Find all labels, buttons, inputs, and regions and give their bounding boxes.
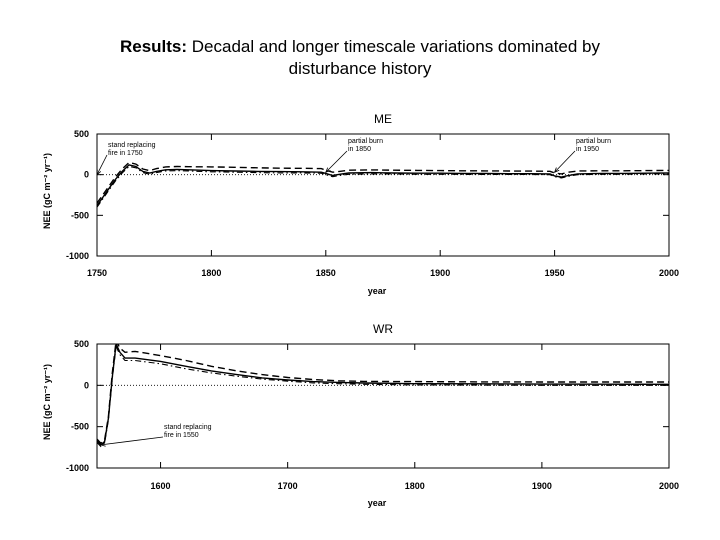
annotation-arrow bbox=[326, 151, 347, 172]
x-tick-label: 1900 bbox=[430, 268, 451, 278]
x-tick-label: 1800 bbox=[404, 481, 425, 491]
y-tick-label: -1000 bbox=[65, 251, 89, 261]
chart-panel-me bbox=[42, 112, 679, 296]
x-tick-label: 2000 bbox=[658, 268, 680, 278]
x-tick-label: 1600 bbox=[150, 481, 171, 491]
annotation-text: partial burn bbox=[348, 138, 384, 145]
annotation-arrow bbox=[101, 437, 163, 445]
x-tick-label: 2000 bbox=[658, 481, 680, 491]
x-tick-label: 1950 bbox=[544, 268, 565, 278]
annotation-arrow bbox=[555, 151, 575, 172]
annotation-arrow bbox=[97, 155, 107, 175]
slide-title-line2: disturbance history bbox=[288, 59, 432, 78]
y-tick-label: 500 bbox=[73, 339, 89, 349]
x-tick-label: 1900 bbox=[531, 481, 552, 491]
annotation-text: partial burn bbox=[576, 138, 612, 145]
plot-frame bbox=[97, 344, 669, 468]
chart-title: WR bbox=[373, 322, 393, 336]
y-tick-label: -500 bbox=[70, 421, 89, 432]
annotation-text: fire in 1750 bbox=[108, 150, 143, 157]
y-tick-label: -500 bbox=[70, 210, 89, 221]
y-tick-label: -1000 bbox=[65, 463, 89, 473]
series-line-dashed bbox=[97, 163, 669, 204]
x-tick-label: 1800 bbox=[201, 268, 222, 278]
y-tick-label: 0 bbox=[83, 169, 89, 180]
y-axis-title: NEE (gC m⁻² yr⁻¹) bbox=[42, 152, 52, 230]
annotation-text: stand replacing bbox=[108, 142, 156, 149]
x-tick-label: 1700 bbox=[277, 481, 298, 491]
annotation-text: in 1950 bbox=[576, 146, 599, 153]
annotation-text: fire in 1550 bbox=[164, 432, 199, 439]
y-tick-label: 500 bbox=[73, 129, 89, 139]
x-axis-title: year bbox=[367, 498, 387, 508]
chart-title: ME bbox=[374, 112, 392, 126]
x-tick-label: 1850 bbox=[315, 268, 336, 278]
annotation-text: in 1850 bbox=[348, 146, 371, 153]
y-tick-label: 0 bbox=[83, 380, 89, 391]
chart-panel-wr bbox=[42, 322, 679, 508]
slide-title-bold: Results: bbox=[119, 37, 188, 56]
annotation-text: stand replacing bbox=[164, 424, 212, 431]
y-axis-title: NEE (gC m⁻² yr⁻¹) bbox=[42, 363, 52, 441]
x-axis-title: year bbox=[367, 286, 387, 296]
slide-title-line1: Decadal and longer timescale variations dominated by bbox=[187, 37, 601, 56]
x-tick-label: 1750 bbox=[86, 268, 108, 278]
